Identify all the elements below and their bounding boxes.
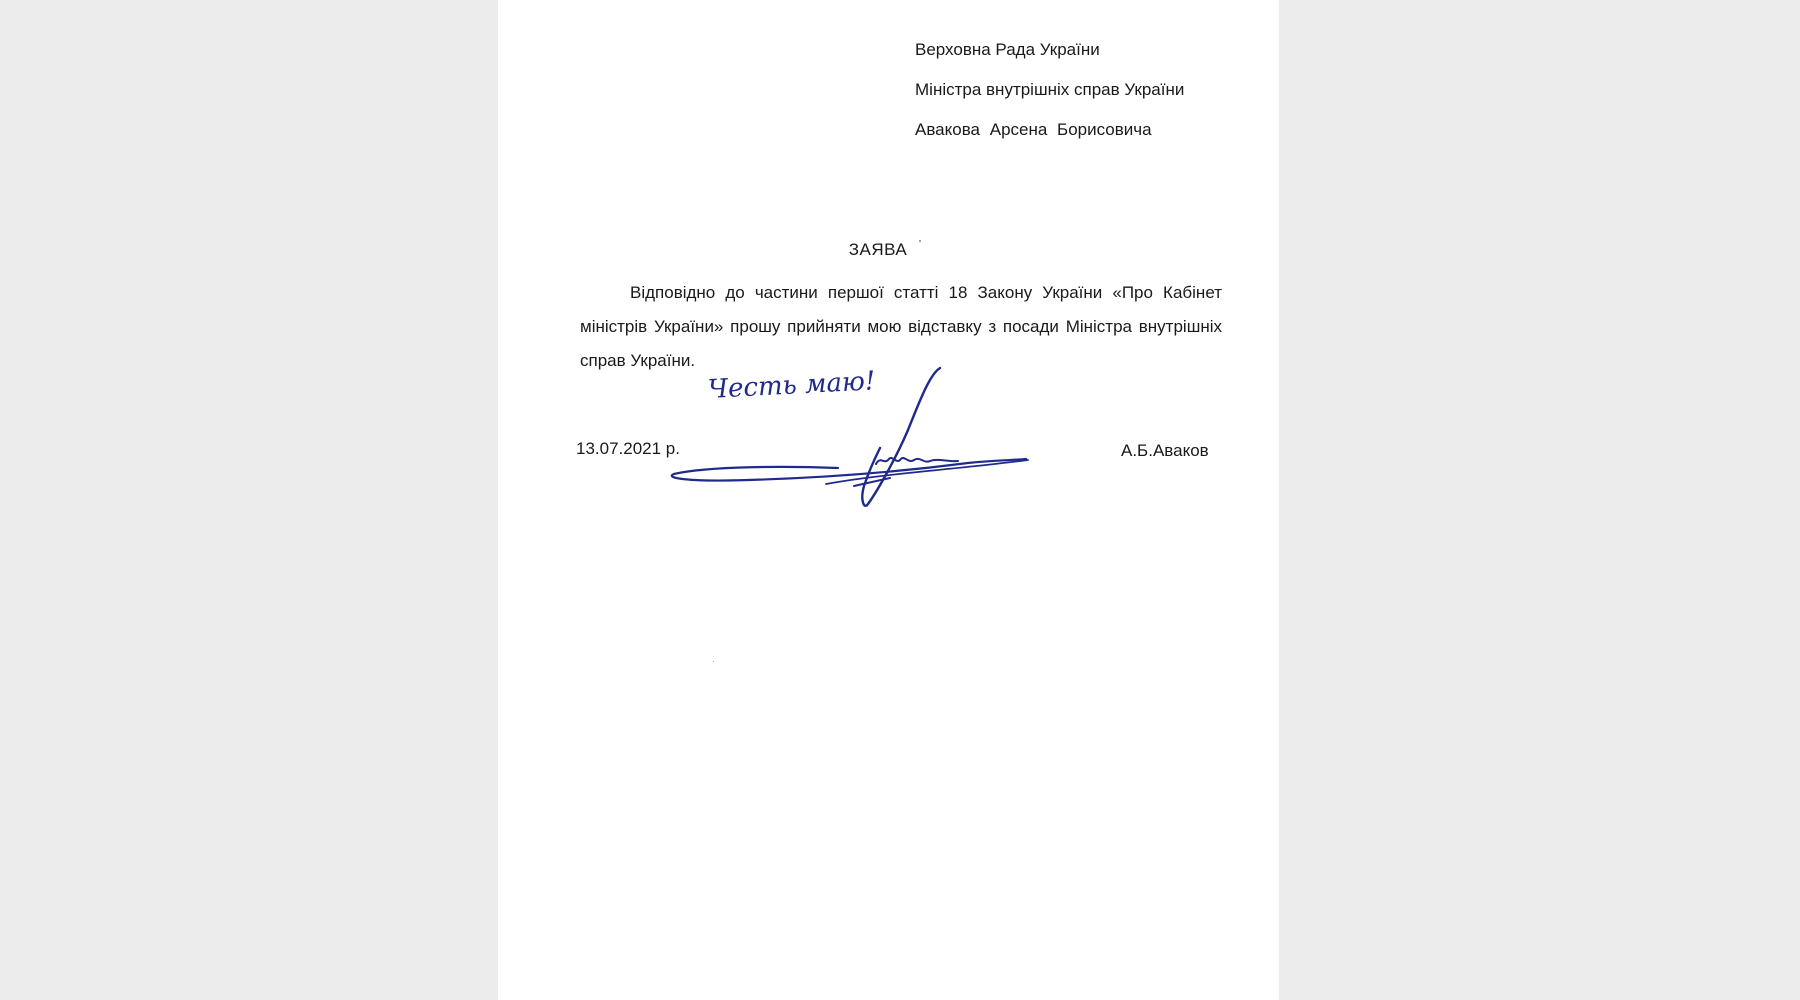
document-page xyxy=(498,0,1279,1000)
addressee-parliament: Верховна Рада України xyxy=(915,40,1100,59)
document-date: 13.07.2021 р. xyxy=(576,439,680,458)
handwritten-note-text: Честь маю! xyxy=(707,366,877,405)
signature-drawing xyxy=(668,360,1038,510)
addressee-position: Міністра внутрішніх справ України xyxy=(915,80,1185,99)
addressee-name: Авакова Арсена Борисовича xyxy=(915,120,1152,139)
body-line: Відповідно до частини першої статті 18 Закону України «Про Кабінет xyxy=(630,283,1222,302)
body-line: справ України. xyxy=(580,351,696,370)
paper-speck xyxy=(713,661,714,662)
document-title: ЗАЯВА xyxy=(848,240,908,259)
signer-name: А.Б.Аваков xyxy=(1121,441,1209,460)
body-line: міністрів України» прошу прийняти мою відставку з посади Міністра внутрішніх xyxy=(580,317,1222,336)
addressee-block xyxy=(915,30,1184,150)
